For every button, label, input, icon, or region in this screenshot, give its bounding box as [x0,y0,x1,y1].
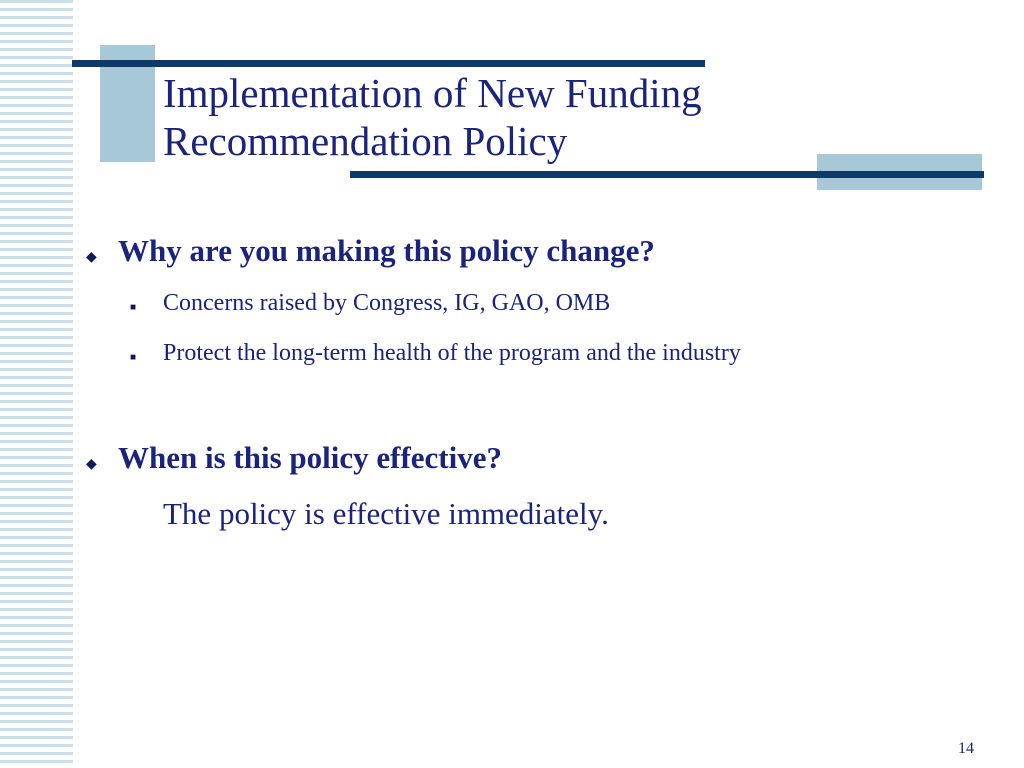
sub-bullet-text: Protect the long-term health of the program and the industry [163,340,741,366]
bullet-when-effective [86,440,502,476]
sub-bullet-text: Concerns raised by Congress, IG, GAO, OMB [163,290,611,316]
slide-title-line-2: Recommendation Policy [163,118,568,164]
sub-bullet-concerns [130,290,610,317]
bullet-heading: Why are you making this policy change? [118,233,655,268]
page-number: 14 [958,740,974,757]
slide-title [163,69,883,165]
left-striped-border [0,0,73,768]
square-bullet-icon: ■ [130,302,137,313]
sub-bullet-protect-health [130,340,741,367]
effective-statement: The policy is effective immediately. [163,496,609,531]
bullet-heading: When is this policy effective? [118,440,503,475]
diamond-bullet-icon: ◆ [86,457,97,472]
title-rule-bottom [350,171,984,178]
bullet-why-policy-change [86,233,655,269]
diamond-bullet-icon: ◆ [86,250,97,265]
square-bullet-icon: ■ [130,352,137,363]
title-rule-top [72,60,705,67]
slide-title-line-1: Implementation of New Funding [163,70,702,116]
